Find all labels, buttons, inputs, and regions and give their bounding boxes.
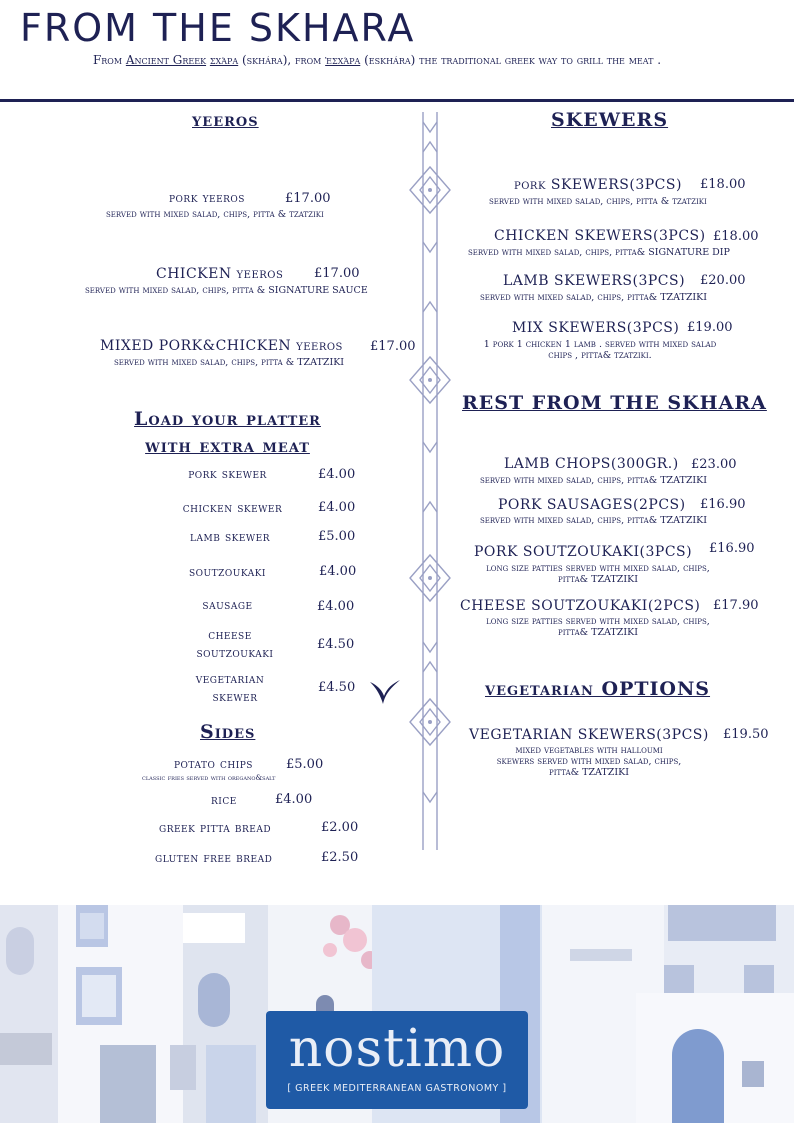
menu-item-price: £17.00 (285, 191, 331, 206)
subtitle-text: (skhára), from (238, 53, 326, 67)
menu-item-price: £23.00 (691, 457, 737, 472)
menu-item-name: CHICKEN yeeros (156, 266, 284, 282)
platter-item-price: £4.00 (319, 564, 357, 579)
platter-item-name: skewer (212, 690, 258, 705)
platter-item-price: £5.00 (318, 529, 356, 544)
side-item-price: £4.00 (275, 792, 313, 807)
menu-item-price: £17.00 (370, 339, 416, 354)
side-item-name: rice (211, 793, 237, 808)
platter-item-name: sausage (202, 598, 253, 613)
menu-item-name: MIXED PORK&CHICKEN yeeros (100, 338, 343, 354)
platter-heading-line2: with extra meat (145, 435, 310, 457)
rest-heading: REST FROM THE SKHARA (462, 392, 767, 414)
menu-item-name: pork SKEWERS(3PCS) (514, 177, 682, 193)
subtitle-greek-word[interactable]: ἐσχάρα (325, 53, 361, 67)
platter-item-name: cheese (208, 628, 252, 643)
side-item-price: £5.00 (286, 757, 324, 772)
platter-item-price: £4.00 (318, 500, 356, 515)
menu-item-price: £20.00 (700, 273, 746, 288)
logo-tagline: [ GREEK MEDITERRANEAN GASTRONOMY ] (287, 1083, 507, 1094)
menu-item-price: £18.00 (700, 177, 746, 192)
platter-item-name: vegetarian (195, 672, 265, 687)
page-title: FROM THE SKHARA (20, 6, 416, 50)
platter-item-name: chicken skewer (182, 501, 283, 516)
sides-heading: Sides (200, 721, 256, 743)
side-item-desc: classic fries served with oregano&salt (142, 773, 276, 782)
menu-item-desc: pitta& TZATZIKI (549, 767, 629, 778)
menu-item-price: £17.00 (314, 266, 360, 281)
menu-item-desc: mixed vegetables with halloumi (515, 745, 663, 756)
side-item-name: gluten free bread (155, 851, 273, 866)
subtitle-greek-word[interactable]: σχάρα (209, 53, 239, 67)
side-item-name: greek pitta bread (159, 821, 272, 836)
menu-item-name: VEGETARIAN SKEWERS(3PCS) (469, 727, 709, 743)
menu-item-name: LAMB CHOPS(300GR.) (504, 456, 679, 472)
platter-item-price: £4.50 (318, 680, 356, 695)
subtitle-text: From (92, 53, 126, 67)
header-divider (0, 99, 794, 102)
subtitle-link[interactable]: Ancient Greek (125, 53, 207, 67)
side-item-price: £2.50 (321, 850, 359, 865)
logo-wordmark: nostimo (288, 1019, 506, 1079)
divider-ornament-icon (405, 112, 455, 850)
menu-item-name: LAMB SKEWERS(3PCS) (503, 273, 686, 289)
platter-item-price: £4.00 (317, 599, 355, 614)
platter-item-name: soutzoukaki (196, 646, 274, 661)
menu-item-name: PORK SAUSAGES(2PCS) (498, 497, 686, 513)
side-item-name: potato chips (174, 757, 253, 772)
menu-item-name: PORK SOUTZOUKAKI(3PCS) (474, 544, 693, 560)
menu-item-price: £18.00 (713, 229, 759, 244)
menu-item-name: pork yeeros (169, 191, 245, 206)
menu-item-desc: chips , pitta& tzatziki. (548, 350, 652, 361)
menu-item-desc: served with mixed salad, chips, pitta& TZATZIKI (480, 515, 708, 526)
yeeros-heading: yeeros (192, 109, 259, 131)
menu-item-name: MIX SKEWERS(3PCS) (512, 320, 680, 336)
menu-item-desc: served with mixed salad, chips, pitta& SIGNATURE DIP (468, 247, 730, 258)
menu-item-price: £19.00 (687, 320, 733, 335)
platter-item-name: lamb skewer (190, 530, 270, 545)
side-item-price: £2.00 (321, 820, 359, 835)
skewers-heading: SKEWERS (551, 109, 669, 131)
menu-item-desc: served with mixed salad, chips, pitta& TZATZIKI (480, 475, 708, 486)
menu-item-price: £19.50 (723, 727, 769, 742)
menu-item-price: £16.90 (700, 497, 746, 512)
menu-item-desc: long size patties served with mixed salad, chips, (486, 616, 710, 627)
platter-heading-line1: Load your platter (134, 408, 321, 430)
menu-item-name: CHEESE SOUTZOUKAKI(2PCS) (460, 598, 701, 614)
restaurant-logo (266, 1011, 528, 1109)
subtitle-text: (eskhára) the traditional greek way to grill the meat . (360, 53, 662, 67)
menu-item-desc: served with mixed salad, chips, pitta & tzatziki (489, 196, 707, 207)
menu-item-price: £17.90 (713, 598, 759, 613)
menu-item-desc: pitta& TZATZIKI (558, 574, 638, 585)
menu-item-desc: served with mixed salad, chips, pitta& TZATZIKI (480, 292, 708, 303)
leaf-icon (368, 676, 402, 706)
menu-item-price: £16.90 (709, 541, 755, 556)
menu-item-desc: long size patties served with mixed salad, chips, (486, 563, 710, 574)
platter-item-name: soutzoukaki (189, 565, 266, 580)
menu-item-desc: served with mixed salad, chips, pitta & SIGNATURE SAUCE (85, 285, 368, 296)
menu-item-desc: skewers served with mixed salad, chips, (496, 756, 682, 767)
menu-item-desc: served with mixed salad, chips, pitta & tzatziki (106, 209, 324, 220)
platter-item-price: £4.50 (317, 637, 355, 652)
menu-item-name: CHICKEN SKEWERS(3PCS) (494, 228, 706, 244)
menu-item-desc: pitta& TZATZIKI (558, 627, 638, 638)
platter-item-price: £4.00 (318, 467, 356, 482)
page-subtitle (22, 53, 732, 68)
vegetarian-heading: vegetarian OPTIONS (485, 678, 711, 700)
menu-item-desc: served with mixed salad, chips, pitta & TZATZIKI (114, 357, 345, 368)
menu-item-desc: 1 pork 1 chicken 1 lamb . served with mixed salad (483, 339, 717, 350)
platter-item-name: pork skewer (188, 467, 267, 482)
